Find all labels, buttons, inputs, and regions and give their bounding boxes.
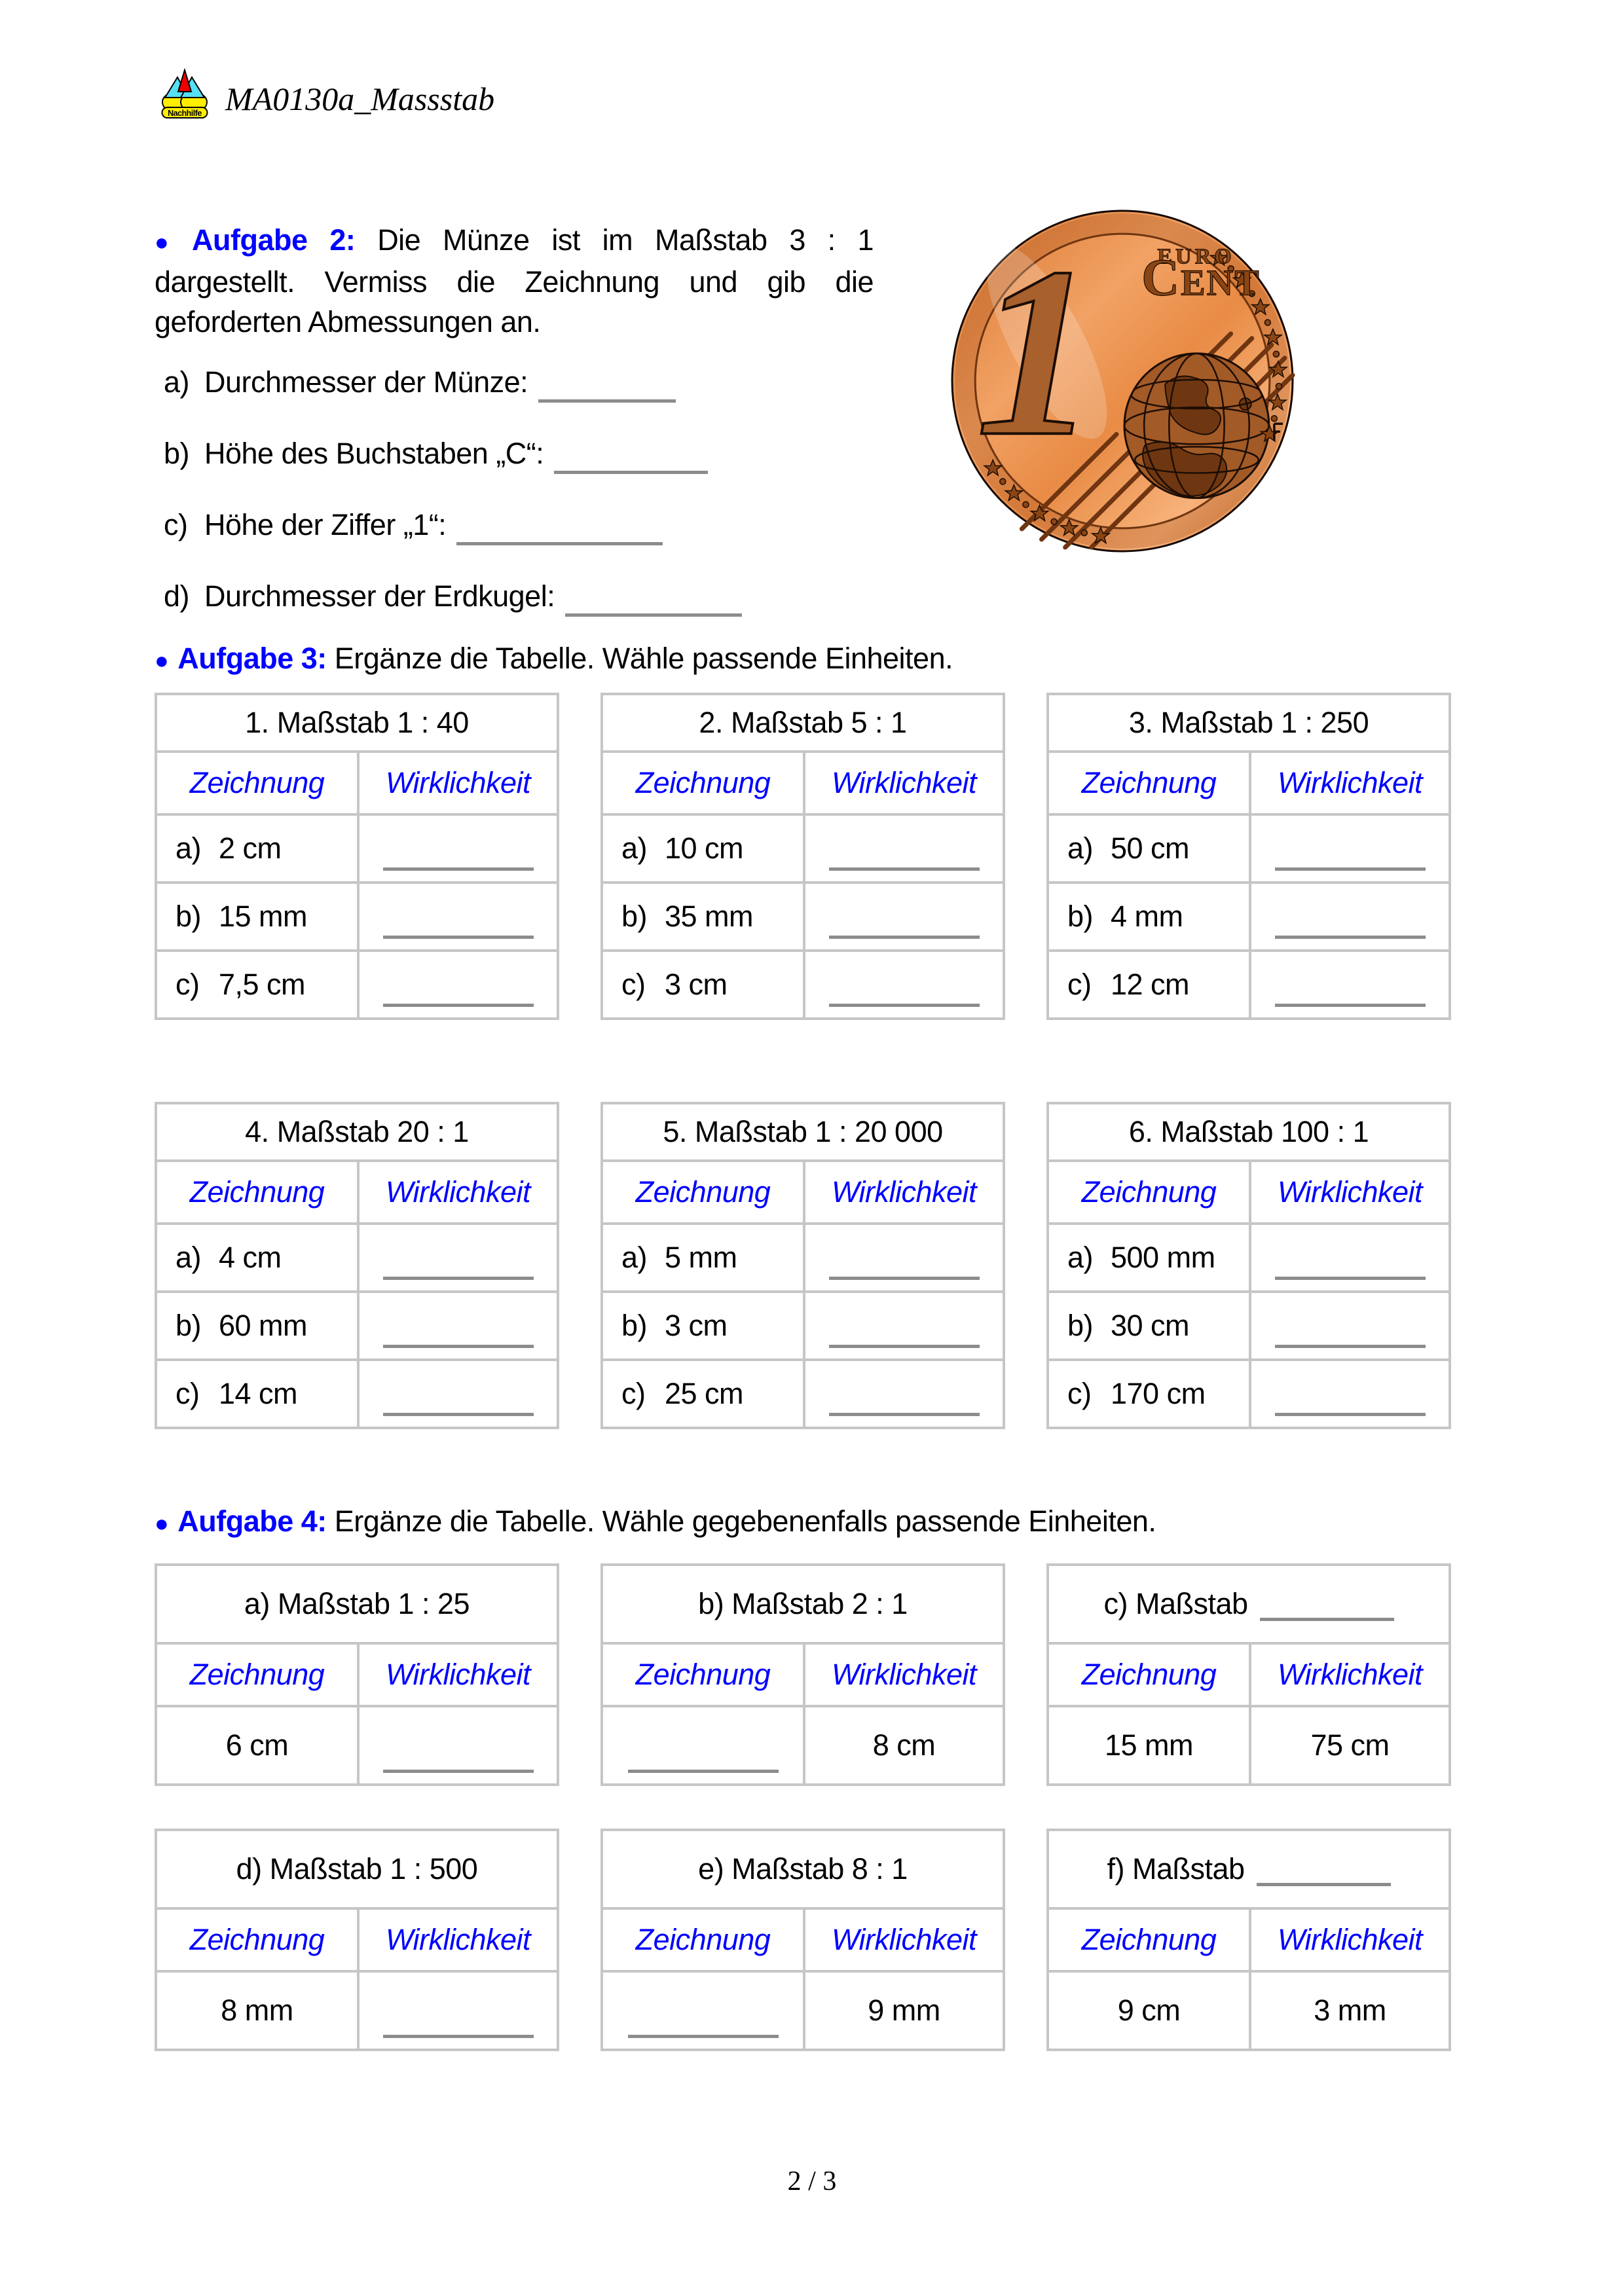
column-header-wirklichkeit: Wirklichkeit <box>803 753 1003 813</box>
row-value: 8 cm <box>872 1728 936 1762</box>
table-title: a) Maßstab 1 : 25 <box>244 1587 470 1620</box>
answer-blank <box>383 936 534 939</box>
column-header-wirklichkeit: Wirklichkeit <box>803 1910 1003 1970</box>
table-row <box>603 949 1003 1017</box>
row-label: c) <box>621 968 646 1001</box>
row-value: 9 cm <box>1117 1994 1181 2027</box>
table-title: e) Maßstab 8 : 1 <box>698 1852 908 1886</box>
column-header-wirklichkeit: Wirklichkeit <box>803 1162 1003 1222</box>
table-row <box>1049 1222 1449 1290</box>
scale-table-5 <box>600 1102 1005 1429</box>
table-row <box>1049 1358 1449 1427</box>
column-header-wirklichkeit: Wirklichkeit <box>1249 1910 1449 1970</box>
aufgabe4-tables-row2 <box>155 1829 1451 2051</box>
scale-table-3 <box>1046 693 1451 1020</box>
row-value: 9 mm <box>868 1994 940 2027</box>
column-header-zeichnung: Zeichnung <box>635 1923 771 1956</box>
row-label: a) <box>1067 1241 1094 1274</box>
row-value: 170 cm <box>1111 1377 1206 1410</box>
column-header-zeichnung: Zeichnung <box>635 1658 771 1691</box>
coin-numeral: 1 <box>976 217 1098 487</box>
answer-blank <box>383 1345 534 1348</box>
item-text: Durchmesser der Erdkugel: <box>204 579 555 613</box>
aufgabe4-label: Aufgabe 4: <box>177 1504 327 1538</box>
row-label: a) <box>175 831 202 865</box>
task-item <box>164 437 742 508</box>
table-title: f) Maßstab <box>1049 1831 1449 1907</box>
table-row <box>157 1358 557 1427</box>
answer-blank <box>554 437 708 474</box>
answer-blank <box>1257 1853 1391 1886</box>
column-header-wirklichkeit: Wirklichkeit <box>357 1910 557 1970</box>
task-bullet-icon: ● <box>155 228 183 255</box>
row-label: b) <box>1067 900 1094 933</box>
answer-blank <box>383 1277 534 1280</box>
table-title: c) Maßstab <box>1049 1566 1449 1642</box>
row-value: 12 cm <box>1111 968 1190 1001</box>
answer-blank <box>383 1770 534 1773</box>
item-label: a) <box>164 365 190 399</box>
table-row <box>1049 1970 1449 2049</box>
row-label: b) <box>621 900 648 933</box>
aufgabe2-intro <box>155 220 874 342</box>
row-value: 3 cm <box>665 1309 728 1342</box>
aufgabe2-text: Die Münze ist im Maßstab 3 : 1 <box>377 223 874 257</box>
table-row <box>157 1290 557 1358</box>
row-label: b) <box>175 900 202 933</box>
table-row <box>157 949 557 1017</box>
row-label: a) <box>621 1241 648 1274</box>
table-row <box>157 1705 557 1783</box>
row-label: a) <box>621 831 648 865</box>
row-label: c) <box>621 1377 646 1410</box>
row-value: 5 mm <box>665 1241 737 1274</box>
one-cent-coin-illustration <box>948 207 1297 555</box>
table-title: d) Maßstab 1 : 500 <box>236 1852 478 1886</box>
row-value: 75 cm <box>1310 1728 1390 1762</box>
table-row <box>1049 881 1449 949</box>
row-value: 3 cm <box>665 968 728 1001</box>
scale-table-2 <box>600 693 1005 1020</box>
row-label: c) <box>1067 1377 1092 1410</box>
answer-blank <box>829 1004 980 1007</box>
row-value: 60 mm <box>219 1309 308 1342</box>
aufgabe4-tables-row1 <box>155 1563 1451 1786</box>
column-header-zeichnung: Zeichnung <box>1081 1923 1217 1956</box>
row-value: 10 cm <box>665 831 744 865</box>
answer-blank <box>1260 1588 1394 1621</box>
row-value: 8 mm <box>221 1994 293 2027</box>
table-row <box>157 881 557 949</box>
table-row <box>603 881 1003 949</box>
answer-blank <box>1275 1004 1426 1007</box>
row-value: 6 cm <box>225 1728 289 1762</box>
row-label: c) <box>1067 968 1092 1001</box>
aufgabe2-line: geforderten Abmessungen an. <box>155 305 541 338</box>
scale-table-a <box>155 1563 559 1786</box>
table-row <box>603 1970 1003 2049</box>
column-header-zeichnung: Zeichnung <box>635 766 771 799</box>
table-row <box>157 1222 557 1290</box>
row-value: 7,5 cm <box>219 968 306 1001</box>
task-bullet-icon: ● <box>155 1510 169 1537</box>
scale-table-6 <box>1046 1102 1451 1429</box>
aufgabe2-items <box>164 365 742 651</box>
column-header-wirklichkeit: Wirklichkeit <box>1249 1162 1449 1222</box>
answer-blank <box>565 579 742 617</box>
row-value: 4 cm <box>219 1241 282 1274</box>
task-bullet-icon: ● <box>155 647 169 674</box>
row-value: 50 cm <box>1111 831 1190 865</box>
answer-blank <box>628 2035 779 2038</box>
scale-table-b <box>600 1563 1005 1786</box>
row-label: c) <box>175 968 200 1001</box>
answer-blank <box>1275 1277 1426 1280</box>
row-label: b) <box>621 1309 648 1342</box>
row-label: b) <box>175 1309 202 1342</box>
answer-blank <box>829 867 980 871</box>
document-title: MA0130a_Massstab <box>225 81 495 117</box>
row-value: 14 cm <box>219 1377 298 1410</box>
row-value: 2 cm <box>219 831 282 865</box>
column-header-wirklichkeit: Wirklichkeit <box>357 1162 557 1222</box>
column-header-zeichnung: Zeichnung <box>1081 766 1217 799</box>
item-text: Durchmesser der Münze: <box>204 365 528 399</box>
answer-blank <box>829 936 980 939</box>
table-row <box>1049 813 1449 881</box>
row-label: a) <box>175 1241 202 1274</box>
answer-blank <box>383 2035 534 2038</box>
aufgabe2-line: dargestellt. Vermiss die Zeichnung und gib die <box>155 265 874 299</box>
column-header-wirklichkeit: Wirklichkeit <box>1249 1645 1449 1705</box>
task-item <box>164 579 742 651</box>
item-label: b) <box>164 437 190 470</box>
answer-blank <box>1275 867 1426 871</box>
aufgabe2-label: Aufgabe 2: <box>192 223 356 257</box>
table-title: b) Maßstab 2 : 1 <box>698 1587 908 1620</box>
row-label: c) <box>175 1377 200 1410</box>
nachhilfe-logo <box>161 68 208 119</box>
aufgabe4-heading <box>155 1504 1156 1539</box>
column-header-zeichnung: Zeichnung <box>189 766 325 799</box>
logo-text: Nachhilfe <box>168 109 202 118</box>
aufgabe3-tables-row2 <box>155 1102 1451 1429</box>
item-label: c) <box>164 508 188 541</box>
item-label: d) <box>164 579 190 613</box>
table-row <box>1049 949 1449 1017</box>
column-header-wirklichkeit: Wirklichkeit <box>803 1645 1003 1705</box>
row-value: 25 cm <box>665 1377 744 1410</box>
coin-euro-text: EURO <box>1157 244 1235 269</box>
table-row <box>603 1358 1003 1427</box>
answer-blank <box>829 1277 980 1280</box>
column-header-wirklichkeit: Wirklichkeit <box>357 753 557 813</box>
scale-table-f <box>1046 1829 1451 2051</box>
answer-blank <box>456 508 663 545</box>
row-value: 35 mm <box>665 900 754 933</box>
table-row <box>603 1222 1003 1290</box>
item-text: Höhe des Buchstaben „C“: <box>204 437 544 470</box>
aufgabe2-line <box>155 220 874 262</box>
answer-blank <box>1275 936 1426 939</box>
scale-table-c <box>1046 1563 1451 1786</box>
answer-blank <box>829 1345 980 1348</box>
scale-table-1 <box>155 693 559 1020</box>
scale-table-d <box>155 1829 559 2051</box>
aufgabe3-text: Ergänze die Tabelle. Wähle passende Einheiten. <box>334 642 953 675</box>
aufgabe3-tables-row1 <box>155 693 1451 1020</box>
answer-blank <box>538 365 676 403</box>
column-header-wirklichkeit: Wirklichkeit <box>1249 753 1449 813</box>
row-value: 3 mm <box>1314 1994 1386 2027</box>
answer-blank <box>829 1413 980 1416</box>
row-value: 15 mm <box>1104 1728 1194 1762</box>
item-text: Höhe der Ziffer „1“: <box>204 508 447 541</box>
row-value: 4 mm <box>1111 900 1183 933</box>
coin-globe <box>1124 354 1269 498</box>
row-label: a) <box>1067 831 1094 865</box>
table-title: 2. Maßstab 5 : 1 <box>699 706 907 739</box>
column-header-zeichnung: Zeichnung <box>189 1658 325 1691</box>
column-header-zeichnung: Zeichnung <box>635 1175 771 1209</box>
answer-blank <box>383 867 534 871</box>
answer-blank <box>383 1004 534 1007</box>
column-header-wirklichkeit: Wirklichkeit <box>357 1645 557 1705</box>
table-row <box>603 1290 1003 1358</box>
aufgabe3-label: Aufgabe 3: <box>177 642 327 675</box>
table-title: 4. Maßstab 20 : 1 <box>245 1115 469 1148</box>
table-row <box>157 1970 557 2049</box>
table-row <box>603 813 1003 881</box>
answer-blank <box>628 1770 779 1773</box>
aufgabe4-text: Ergänze die Tabelle. Wähle gegebenenfalls passende Einheiten. <box>334 1504 1156 1538</box>
row-value: 15 mm <box>219 900 308 933</box>
row-value: 30 cm <box>1111 1309 1190 1342</box>
aufgabe3-heading <box>155 642 953 676</box>
column-header-zeichnung: Zeichnung <box>189 1175 325 1209</box>
row-label: b) <box>1067 1309 1094 1342</box>
table-row <box>157 813 557 881</box>
table-title: 5. Maßstab 1 : 20 000 <box>663 1115 943 1148</box>
column-header-zeichnung: Zeichnung <box>189 1923 325 1956</box>
row-value: 500 mm <box>1111 1241 1215 1274</box>
table-title: 6. Maßstab 100 : 1 <box>1128 1115 1369 1148</box>
task-item <box>164 508 742 579</box>
column-header-zeichnung: Zeichnung <box>1081 1658 1217 1691</box>
answer-blank <box>383 1413 534 1416</box>
table-row <box>1049 1705 1449 1783</box>
coin-cent-text: CENT <box>1141 248 1261 307</box>
scale-table-4 <box>155 1102 559 1429</box>
table-row <box>1049 1290 1449 1358</box>
column-header-zeichnung: Zeichnung <box>1081 1175 1217 1209</box>
scale-table-e <box>600 1829 1005 2051</box>
task-item <box>164 365 742 437</box>
table-row <box>603 1705 1003 1783</box>
table-title: 1. Maßstab 1 : 40 <box>245 706 469 739</box>
answer-blank <box>1275 1345 1426 1348</box>
table-title: 3. Maßstab 1 : 250 <box>1128 706 1369 739</box>
page-number: 2 / 3 <box>787 2166 837 2196</box>
answer-blank <box>1275 1413 1426 1416</box>
